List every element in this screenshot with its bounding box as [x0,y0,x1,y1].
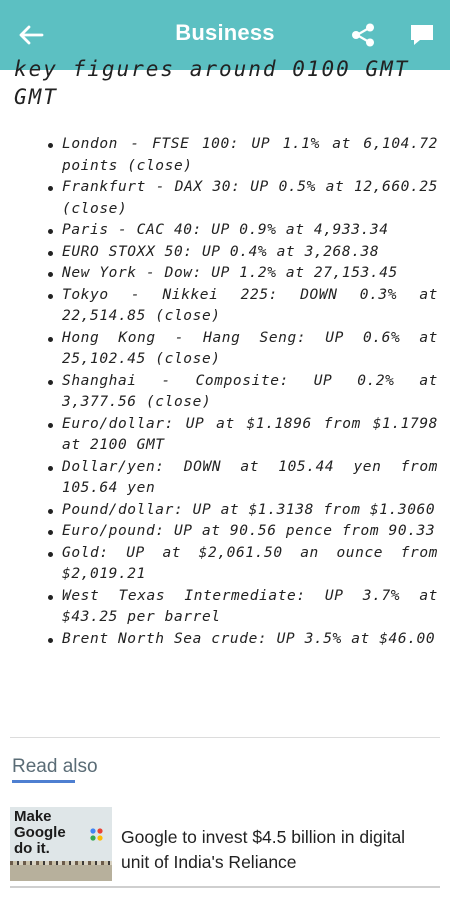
list-item: Gold: UP at $2,061.50 an ounce from $2,019.21 [62,543,438,586]
list-item: Shanghai - Composite: UP 0.2% at 3,377.56 (close) [62,371,438,414]
article-heading-partial: key figures around 0100 GMT [14,57,410,81]
share-icon [350,22,376,48]
comment-button[interactable] [404,18,440,52]
article-content [0,57,450,900]
list-item: Dollar/yen: DOWN at 105.44 yen from 105.64 yen [62,457,438,500]
share-button[interactable] [346,18,380,52]
list-item: Hong Kong - Hang Seng: UP 0.6% at 25,102.45 (close) [62,328,438,371]
article-thumbnail[interactable] [10,807,112,881]
read-also-heading: Read also [12,756,98,777]
floor-graphic [10,865,112,881]
list-item: Euro/pound: UP at 90.56 pence from 90.33 [62,521,438,543]
section-divider [10,737,440,738]
key-figures-list [0,134,450,650]
google-dots-icon [88,827,106,843]
thumbnail-caption: Make Google do it. [14,808,66,857]
comment-icon [408,22,436,48]
page-title: Business [175,20,275,45]
list-item: Brent North Sea crude: UP 3.5% at $46.00 [62,629,438,651]
bottom-divider [10,886,440,888]
related-article-title[interactable]: Google to invest $4.5 billion in digital unit of India's Reliance [121,827,406,872]
list-item: Paris - CAC 40: UP 0.9% at 4,933.34 [62,220,438,242]
list-item: EURO STOXX 50: UP 0.4% at 3,268.38 [62,242,438,264]
read-also-underline [12,780,75,783]
list-item: Tokyo - Nikkei 225: DOWN 0.3% at 22,514.85 (close) [62,285,438,328]
list-item: London - FTSE 100: UP 1.1% at 6,104.72 points (close) [62,134,438,177]
article-heading-end: GMT [14,85,58,109]
list-item: Pound/dollar: UP at $1.3138 from $1.3060 [62,500,438,522]
list-item: West Texas Intermediate: UP 3.7% at $43.25 per barrel [62,586,438,629]
list-item: Euro/dollar: UP at $1.1896 from $1.1798 at 2100 GMT [62,414,438,457]
list-item: New York - Dow: UP 1.2% at 27,153.45 [62,263,438,285]
list-item: Frankfurt - DAX 30: UP 0.5% at 12,660.25 (close) [62,177,438,220]
